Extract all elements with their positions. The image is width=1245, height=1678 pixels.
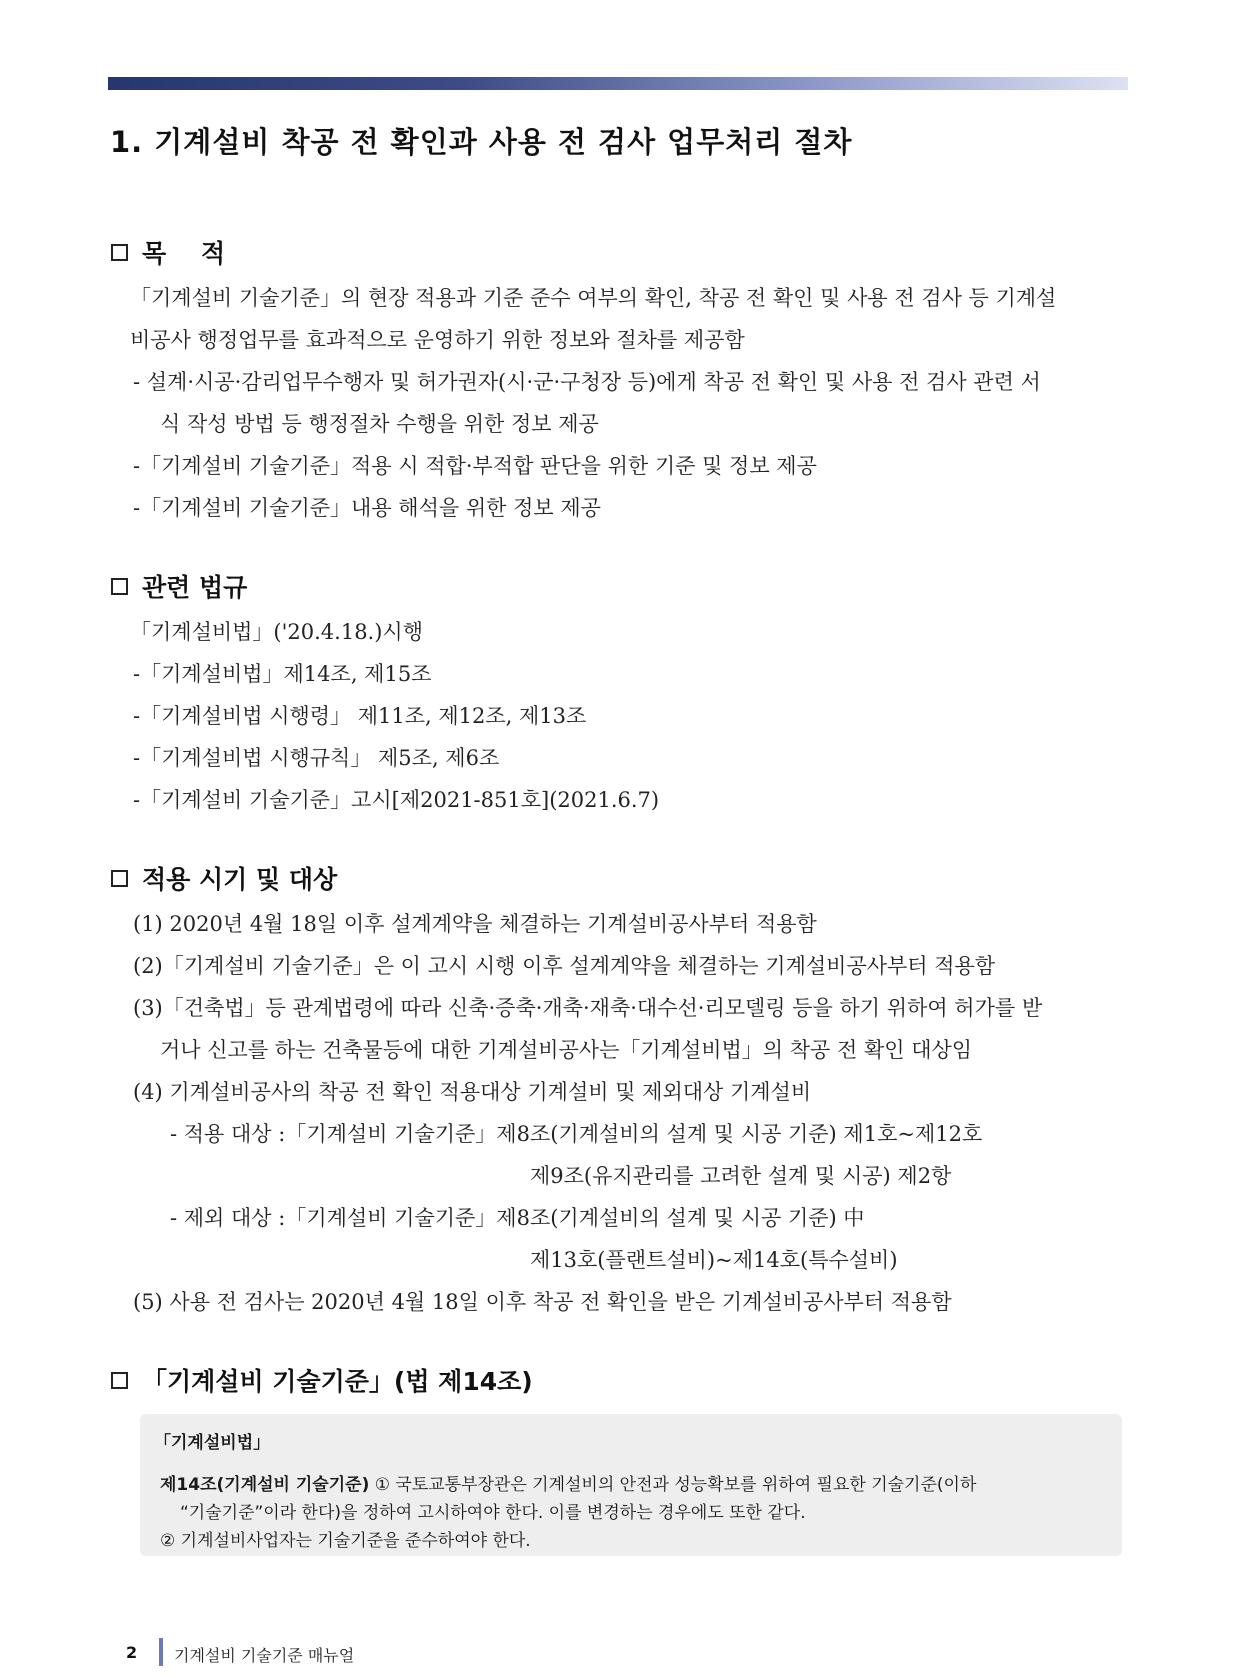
scope-line: 제9조(유지관리를 고려한 설계 및 시공) 제2항 bbox=[530, 1164, 952, 1188]
section-heading-label: 관련 법규 bbox=[142, 573, 248, 602]
purpose-line: 식 작성 방법 등 행정절차 수행을 위한 정보 제공 bbox=[160, 412, 599, 436]
scope-line: - 적용 대상 :「기계설비 기술기준」제8조(기계설비의 설계 및 시공 기준) 제1호~제12호 bbox=[170, 1122, 983, 1146]
law-line: -「기계설비 기술기준」고시[제2021-851호](2021.6.7) bbox=[133, 788, 660, 812]
purpose-line: -「기계설비 기술기준」적용 시 적합·부적합 판단을 위한 기준 및 정보 제공 bbox=[133, 454, 817, 478]
section-heading-scope bbox=[111, 860, 337, 896]
law-quote-box bbox=[140, 1414, 1122, 1556]
scope-line: 제13호(플랜트설비)~제14호(특수설비) bbox=[530, 1248, 898, 1272]
checkbox-square-icon bbox=[111, 870, 128, 887]
footer-divider bbox=[159, 1638, 163, 1666]
page-number: 2 bbox=[126, 1643, 138, 1662]
quote-line-3: ② 기계설비사업자는 기술기준을 준수하여야 한다. bbox=[160, 1531, 531, 1551]
law-line: 「기계설비법」('20.4.18.)시행 bbox=[130, 620, 423, 644]
footer-doc-title: 기계설비 기술기준 매뉴얼 bbox=[174, 1646, 355, 1665]
section-heading-label: 적용 시기 및 대상 bbox=[142, 865, 338, 894]
checkbox-square-icon bbox=[111, 578, 128, 595]
header-gradient-bar bbox=[108, 77, 1128, 90]
section-heading-purpose bbox=[111, 234, 225, 270]
page-title: 1. 기계설비 착공 전 확인과 사용 전 검사 업무처리 절차 bbox=[110, 125, 853, 159]
law-line: -「기계설비법 시행규칙」 제5조, 제6조 bbox=[133, 746, 500, 770]
scope-line: - 제외 대상 :「기계설비 기술기준」제8조(기계설비의 설계 및 시공 기준) 中 bbox=[170, 1206, 865, 1230]
scope-line: (4) 기계설비공사의 착공 전 확인 적용대상 기계설비 및 제외대상 기계설비 bbox=[133, 1080, 812, 1104]
section-heading-label: 목 적 bbox=[142, 239, 226, 268]
quote-line-2: “기술기준”이라 한다)을 정하여 고시하여야 한다. 이를 변경하는 경우에도 또한 같다. bbox=[180, 1503, 806, 1523]
checkbox-square-icon bbox=[111, 1372, 128, 1389]
purpose-line: -「기계설비 기술기준」내용 해석을 위한 정보 제공 bbox=[133, 496, 601, 520]
quote-line-1 bbox=[160, 1470, 976, 1495]
checkbox-square-icon bbox=[111, 244, 128, 261]
section-heading-technical-standard bbox=[111, 1362, 533, 1398]
law-line: -「기계설비법 시행령」 제11조, 제12조, 제13조 bbox=[133, 704, 587, 728]
scope-line: (3)「건축법」등 관계법령에 따라 신축·증축·개축·재축·대수선·리모델링 등을 하기 위하여 허가를 받 bbox=[133, 996, 1043, 1020]
purpose-line: 비공사 행정업무를 효과적으로 운영하기 위한 정보와 절차를 제공함 bbox=[130, 328, 745, 352]
scope-line: (5) 사용 전 검사는 2020년 4월 18일 이후 착공 전 확인을 받은 기계설비공사부터 적용함 bbox=[133, 1290, 952, 1314]
purpose-line: 「기계설비 기술기준」의 현장 적용과 기준 준수 여부의 확인, 착공 전 확인 및 사용 전 검사 등 기계설 bbox=[130, 286, 1057, 310]
section-heading-related-laws bbox=[111, 568, 247, 604]
quote-law-title: 「기계설비법」 bbox=[154, 1433, 271, 1453]
quote-line-1-text: ① 국토교통부장관은 기계설비의 안전과 성능확보를 위하여 필요한 기술기준(이하 bbox=[369, 1475, 977, 1495]
scope-line: (1) 2020년 4월 18일 이후 설계계약을 체결하는 기계설비공사부터 적용함 bbox=[133, 912, 817, 936]
section-heading-label: 「기계설비 기술기준」(법 제14조) bbox=[142, 1367, 533, 1396]
purpose-line: - 설계·시공·감리업무수행자 및 허가권자(시·군·구청장 등)에게 착공 전 확인 및 사용 전 검사 관련 서 bbox=[133, 370, 1041, 394]
law-line: -「기계설비법」제14조, 제15조 bbox=[133, 662, 432, 686]
scope-line: (2)「기계설비 기술기준」은 이 고시 시행 이후 설계계약을 체결하는 기계설비공사부터 적용함 bbox=[133, 954, 996, 978]
quote-article-title: 제14조(기계설비 기술기준) bbox=[160, 1475, 370, 1495]
scope-line: 거나 신고를 하는 건축물등에 대한 기계설비공사는「기계설비법」의 착공 전 확인 대상임 bbox=[160, 1038, 973, 1062]
